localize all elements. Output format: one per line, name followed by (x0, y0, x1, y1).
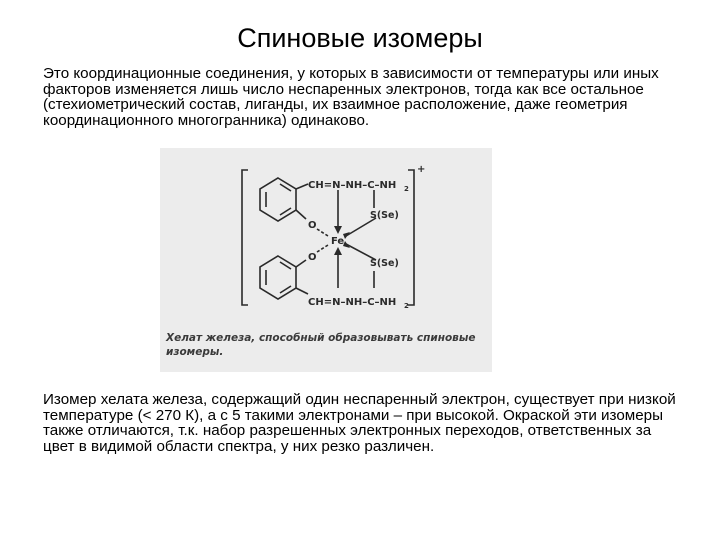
bottom-oxygen-label: O (308, 252, 317, 263)
bottom-chain-label: CH=N–NH–C–NH (308, 297, 397, 308)
right-bracket (408, 170, 414, 305)
isomer-description-paragraph: Изомер хелата железа, содержащий один неспаренный электрон, существует при низкой температуре (< 270 К), а с 5 такими электронами – при высокой. Окраской эти изомеры также отличаются, т.к. набор разрешенных электронных переходов, ответственных за цвет в видимой области спектра, у них резко различен. (43, 391, 676, 455)
bottom-nh2-subscript: 2 (404, 302, 409, 310)
left-bracket (242, 170, 248, 305)
charge-label: + (417, 164, 426, 175)
slide-title: Спиновые изомеры (237, 23, 483, 53)
top-sulfur-label: S(Se) (370, 210, 399, 221)
top-chain-label: CH=N–NH–C–NH (308, 180, 397, 191)
definition-paragraph: Это координационные соединения, у которых в зависимости от температуры или иных факторов изменяется лишь число неспаренных электронов, тогда как все остальное (стехиометрический состав, лиганды, их взаимное расположение, даже геометрия координационного многогранника) одинаково. (43, 65, 659, 129)
figure-caption: Хелат железа, способный образовывать спиновые изомеры. (166, 332, 476, 358)
top-nh2-subscript: 2 (404, 185, 409, 193)
chelate-figure (160, 148, 492, 372)
top-oxygen-label: O (308, 220, 317, 231)
iron-label: Fe (331, 236, 345, 247)
bottom-sulfur-label: S(Se) (370, 258, 399, 269)
